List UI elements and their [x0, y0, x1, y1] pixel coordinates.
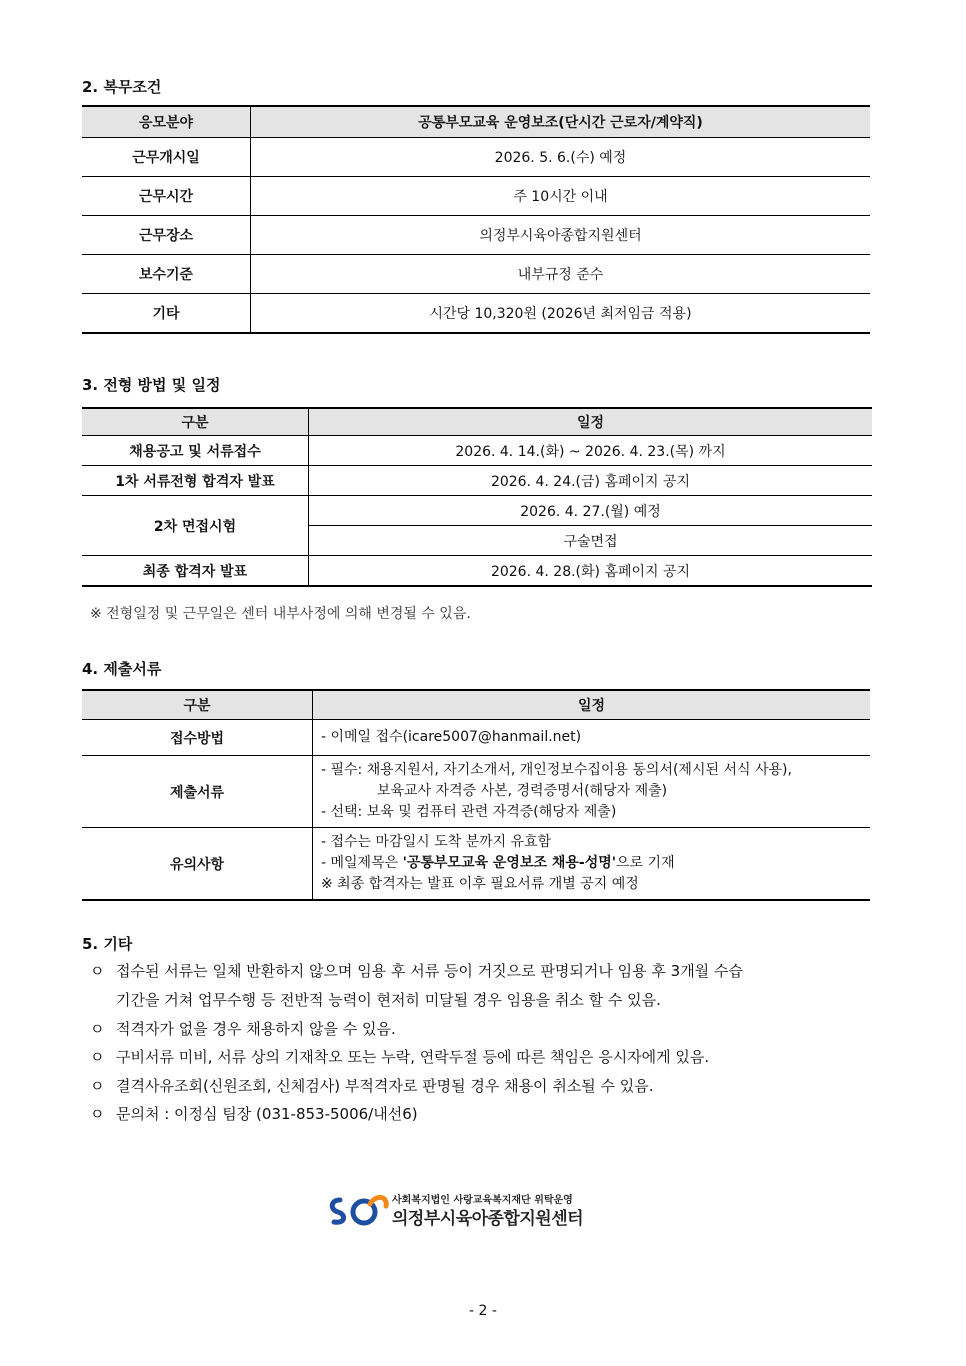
row-label: 보수기준 [82, 255, 251, 294]
bullet-circle-icon: ㅇ [90, 1048, 105, 1066]
notice-line: - 접수는 마감일시 도착 분까지 유효함 [321, 834, 552, 850]
table-row [82, 720, 870, 756]
table-row [82, 177, 870, 216]
row-label: 근무개시일 [82, 138, 251, 177]
documents-table [82, 689, 870, 901]
table-row [82, 138, 870, 177]
section-title-schedule: 3. 전형 방법 및 일정 [82, 376, 221, 394]
page-number: - 2 - [469, 1303, 497, 1319]
table-row [82, 496, 872, 526]
table-header-row [82, 690, 870, 720]
row-value: 구술면접 [309, 526, 873, 556]
row-label: 최종 합격자 발표 [82, 556, 309, 587]
list-item-text: 문의처 : 이정심 팀장 (031-853-5006/내선6) [116, 1105, 418, 1123]
table-header-row [82, 408, 872, 436]
row-value: 2026. 4. 28.(화) 홈페이지 공지 [309, 556, 873, 587]
bullet-circle-icon: ㅇ [90, 1077, 105, 1095]
notice-pre: - 메일제목은 [321, 855, 403, 871]
row-label: 채용공고 및 서류접수 [82, 436, 309, 466]
list-item-text: 적격자가 없을 경우 채용하지 않을 수 있음. [116, 1020, 396, 1038]
row-value: 내부규정 준수 [251, 255, 871, 294]
table-row [82, 294, 870, 334]
row-label: 1차 서류전형 합격자 발표 [82, 466, 309, 496]
list-item [90, 1076, 654, 1096]
row-value: 2026. 4. 24.(금) 홈페이지 공지 [309, 466, 873, 496]
section-title-documents: 4. 제출서류 [82, 660, 162, 678]
row-label: 유의사항 [82, 828, 313, 901]
header-value: 일정 [313, 690, 871, 720]
logo-title: 의정부시육아종합지원센터 [392, 1209, 584, 1229]
list-item [90, 1104, 418, 1124]
list-item [90, 961, 743, 981]
required-docs-line: - 필수: 채용지원서, 자기소개서, 개인정보수집이용 동의서(제시된 서식 사용), [321, 762, 792, 778]
table-header-row [82, 106, 870, 138]
row-value [313, 756, 871, 828]
table-row [82, 756, 870, 828]
list-item-text: 기간을 거쳐 업무수행 등 전반적 능력이 현저히 미달될 경우 임용을 취소 할 수 있음. [116, 991, 661, 1009]
list-item [90, 1019, 396, 1039]
section-title-others: 5. 기타 [82, 935, 133, 953]
row-value [313, 828, 871, 901]
list-item-text: 구비서류 미비, 서류 상의 기재착오 또는 누락, 연락두절 등에 따른 책임은 응시자에게 있음. [116, 1048, 710, 1066]
row-value: 2026. 4. 14.(화) ~ 2026. 4. 23.(목) 까지 [309, 436, 873, 466]
row-value [313, 720, 871, 756]
bullet-circle-icon: ㅇ [90, 1105, 105, 1123]
notice-line: ※ 최종 합격자는 발표 이후 필요서류 개별 공지 예정 [321, 876, 639, 892]
table-row [82, 828, 870, 901]
notice-bold: '공통부모교육 운영보조 채용-성명' [402, 855, 617, 871]
bullet-circle-icon: ㅇ [90, 962, 105, 980]
schedule-table [82, 407, 872, 587]
row-label: 제출서류 [82, 756, 313, 828]
row-value: 2026. 5. 6.(수) 예정 [251, 138, 871, 177]
header-label: 구분 [82, 408, 309, 436]
list-item-text: 결격사유조회(신원조회, 신체검사) 부적격자로 판명될 경우 채용이 취소될 수 있음. [116, 1077, 654, 1095]
row-value: 2026. 4. 27.(월) 예정 [309, 496, 873, 526]
list-item [90, 1047, 709, 1067]
notice-line [321, 853, 862, 874]
header-label: 응모분야 [82, 106, 251, 138]
schedule-note: ※ 전형일정 및 근무일은 센터 내부사정에 의해 변경될 수 있음. [90, 606, 471, 622]
bullet-circle-icon: ㅇ [90, 1020, 105, 1038]
optional-docs-line: - 선택: 보육 및 컴퓨터 관련 자격증(해당자 제출) [321, 804, 617, 820]
section-title-conditions: 2. 복무조건 [82, 78, 162, 96]
header-value: 공통부모교육 운영보조(단시간 근로자/계약직) [251, 106, 871, 138]
row-label: 근무장소 [82, 216, 251, 255]
table-row [82, 255, 870, 294]
row-label: 기타 [82, 294, 251, 334]
row-label: 접수방법 [82, 720, 313, 756]
logo-subtitle: 사회복지법인 사랑교육복지재단 위탁운영 [392, 1195, 573, 1206]
header-value: 일정 [309, 408, 873, 436]
row-label: 근무시간 [82, 177, 251, 216]
table-row [82, 466, 872, 496]
notice-post: 으로 기재 [616, 855, 675, 871]
row-label: 2차 면접시험 [82, 496, 309, 556]
list-item [90, 990, 661, 1010]
row-value: 시간당 10,320원 (2026년 최저임금 적용) [251, 294, 871, 334]
method-line: - 이메일 접수(icare5007@hanmail.net) [321, 729, 582, 745]
header-label: 구분 [82, 690, 313, 720]
table-row [82, 436, 872, 466]
table-row [82, 556, 872, 587]
row-value: 주 10시간 이내 [251, 177, 871, 216]
conditions-table [82, 105, 870, 334]
required-docs-line-cont: 보육교사 자격증 사본, 경력증명서(해당자 제출) [377, 783, 668, 799]
table-row [82, 216, 870, 255]
row-value: 의정부시육아종합지원센터 [251, 216, 871, 255]
list-item-text: 접수된 서류는 일체 반환하지 않으며 임용 후 서류 등이 거짓으로 판명되거나 임용 후 3개월 수습 [116, 962, 743, 980]
